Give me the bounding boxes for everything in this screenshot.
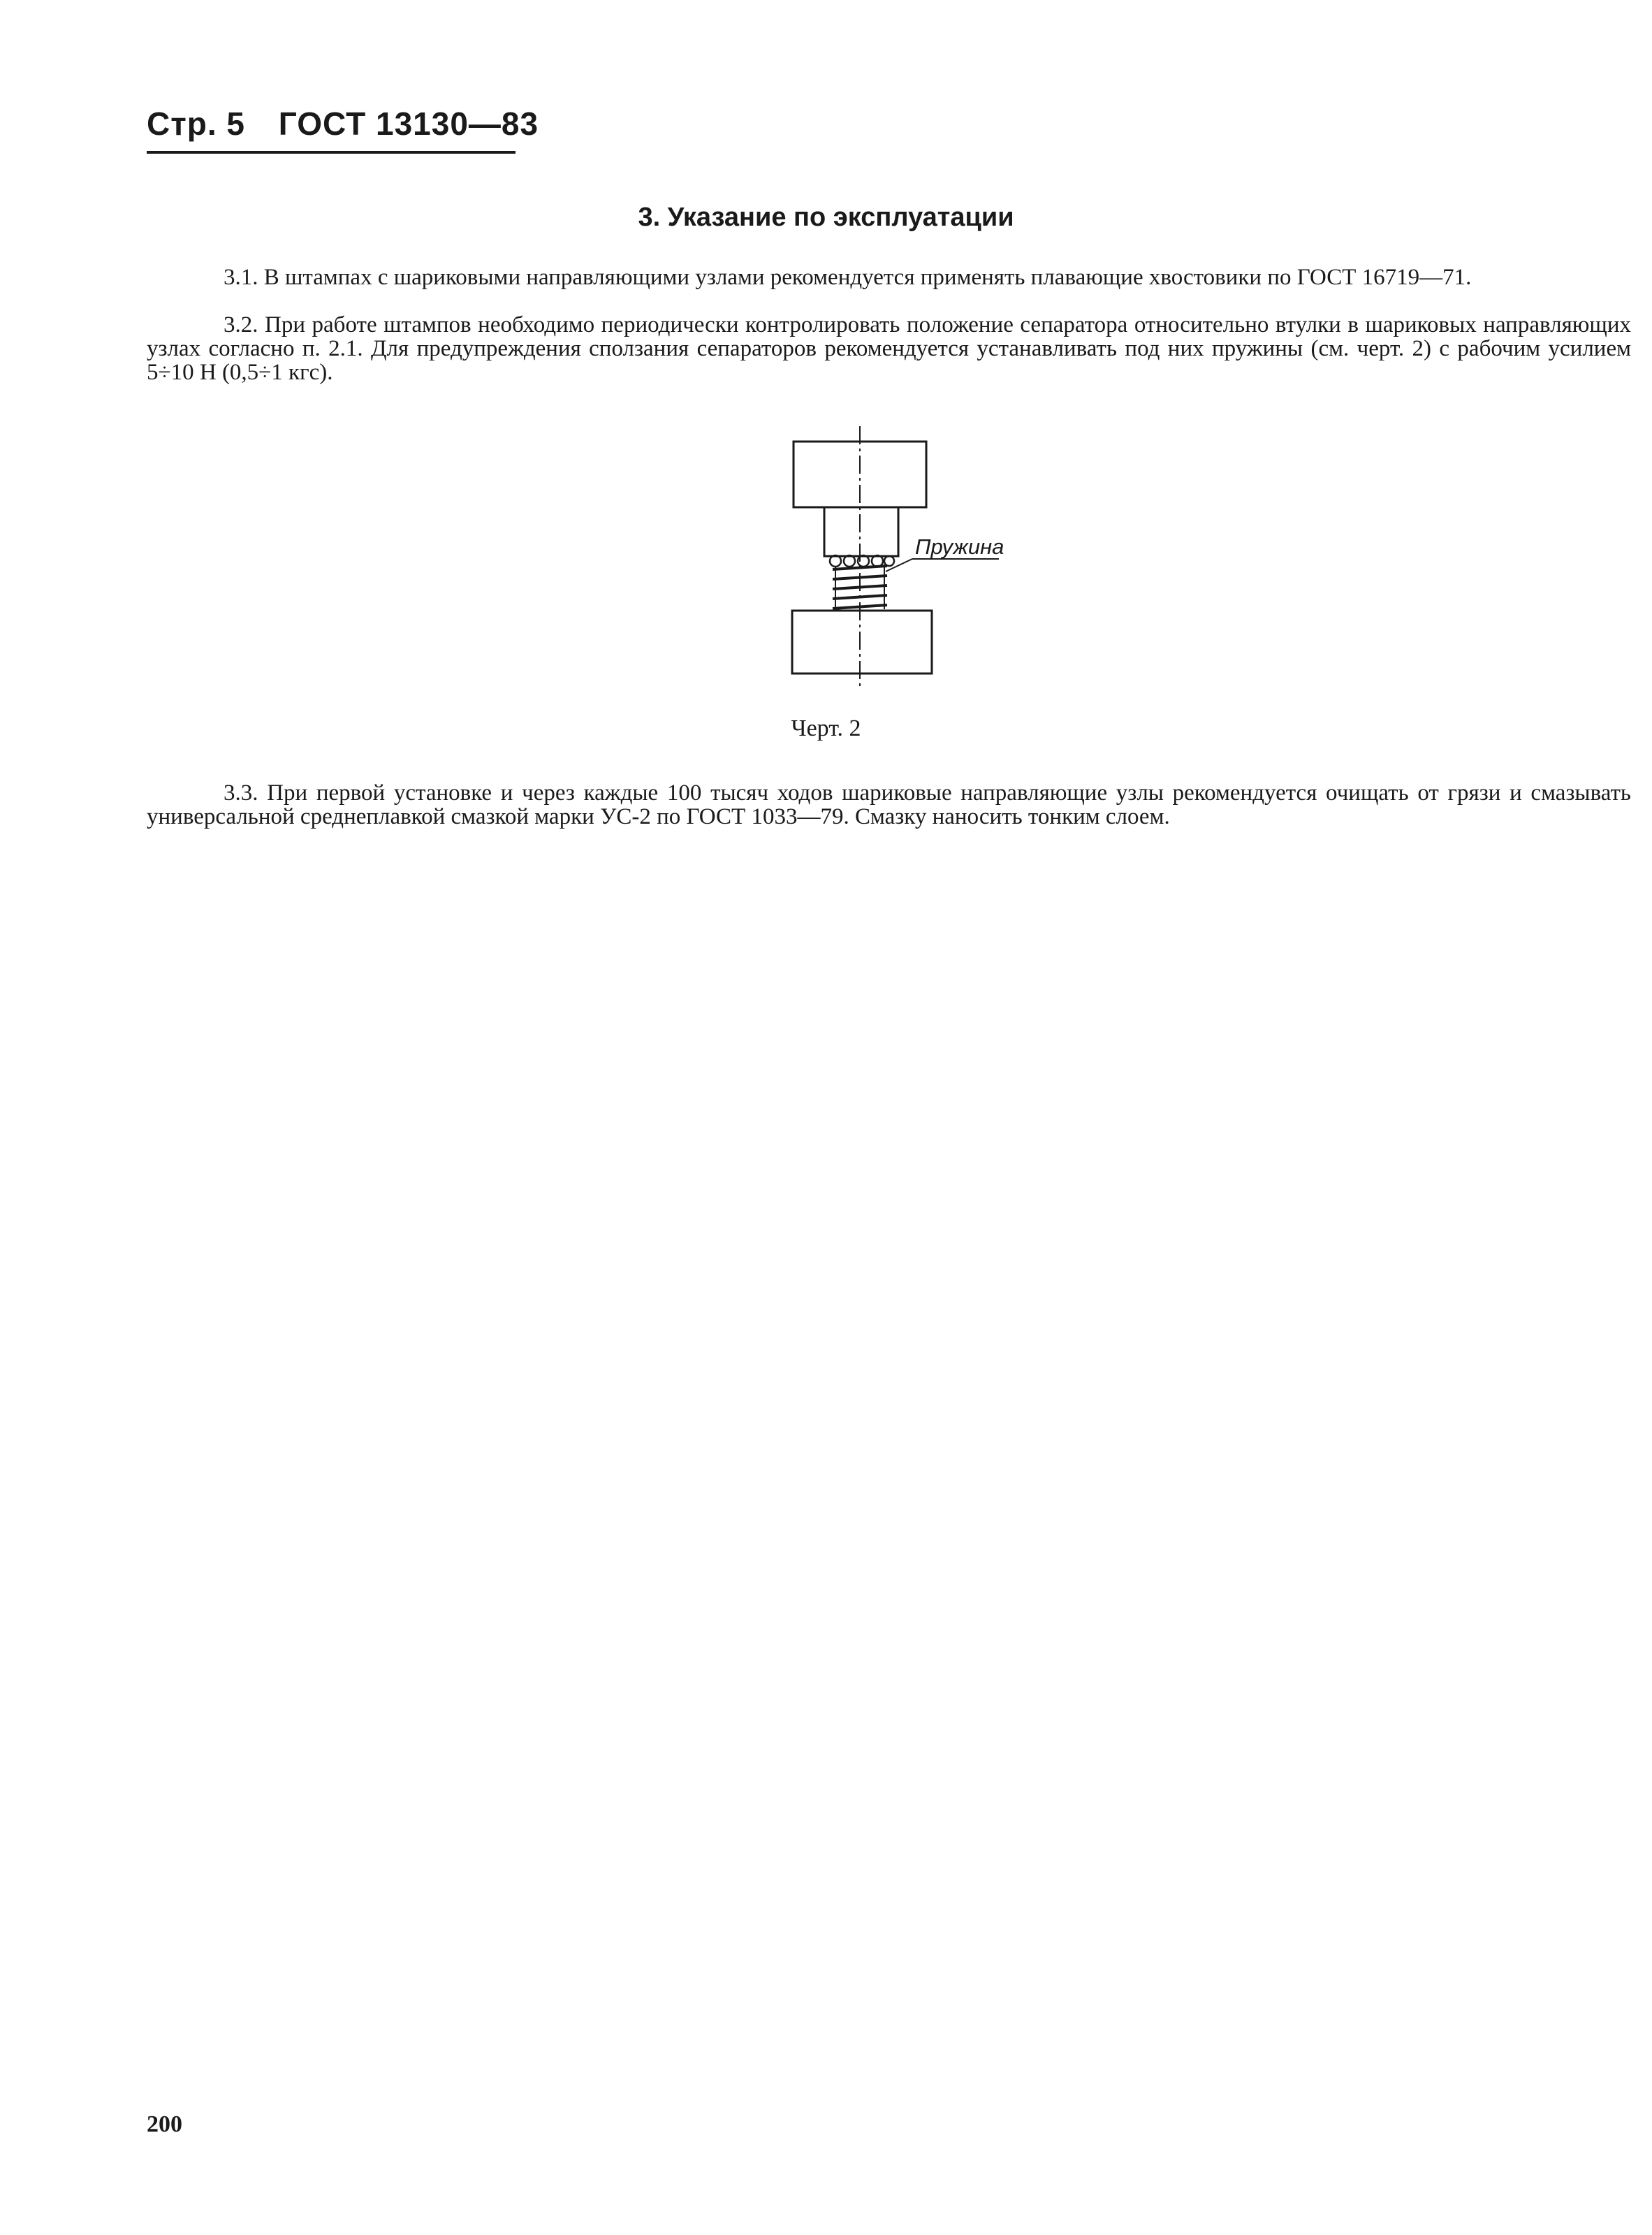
header-underline bbox=[147, 151, 516, 154]
standard-number: ГОСТ 13130—83 bbox=[278, 105, 539, 142]
spring-label: Пружина bbox=[915, 534, 1004, 559]
separator bbox=[824, 507, 898, 556]
paragraph-3-3: 3.3. При первой установке и через каждые 100 тысяч ходов шариковые направляющие узлы рекомендуется очищать от грязи и смазывать универсальной среднеплавкой смазкой марки УС-2 по ГОСТ 1033—79. Смазку наносить тонким слоем. bbox=[147, 780, 1631, 829]
figure-caption: Черт. 2 bbox=[791, 715, 861, 741]
paragraph-3-1: 3.1. В штампах с шариковыми направляющими узлами рекомендуется применять плавающие хвостовики по ГОСТ 16719—71. bbox=[224, 265, 1472, 290]
page-header bbox=[147, 105, 539, 143]
page-label: Стр. 5 bbox=[147, 105, 245, 142]
drawing-2 bbox=[768, 426, 1062, 692]
spring-drawing bbox=[768, 426, 1062, 692]
lower-plate bbox=[792, 611, 932, 674]
paragraph-3-2: 3.2. При работе штампов необходимо периодически контролировать положение сепаратора относительно втулки в шариковых направляющих узлах согласно п. 2.1. Для предупреждения сползания сепараторов рекомендуется устанавливать под них пружины (см. черт. 2) с рабочим усилием 5÷10 Н (0,5÷1 кгс). bbox=[147, 312, 1631, 385]
page-number: 200 bbox=[147, 2111, 182, 2137]
section-title: 3. Указание по эксплуатации bbox=[638, 203, 1014, 232]
